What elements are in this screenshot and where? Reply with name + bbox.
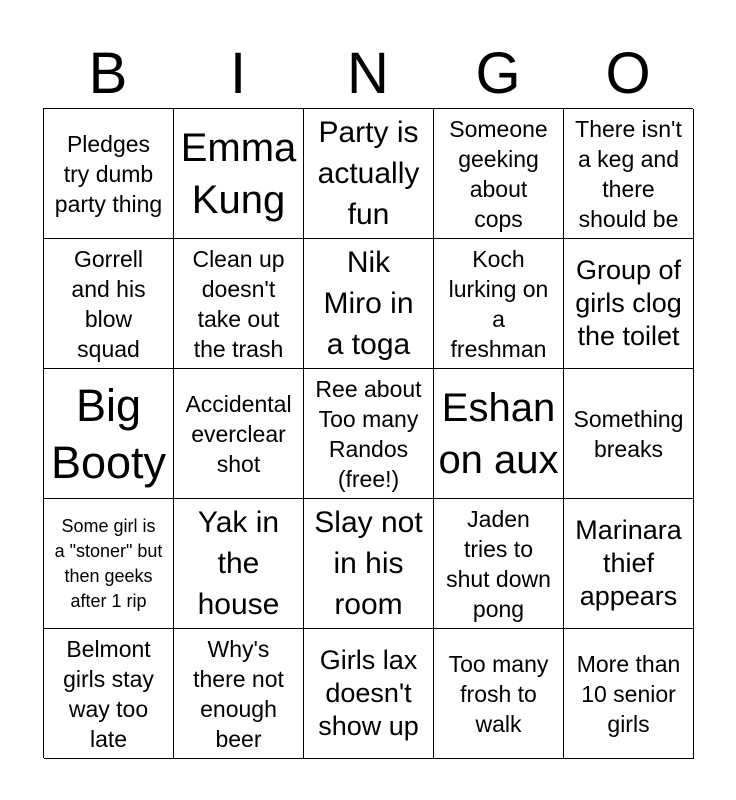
bingo-cell[interactable]	[304, 109, 434, 239]
cell-text: Too many frosh to walk	[448, 650, 549, 737]
cell-text: More than 10 senior girls	[576, 650, 681, 737]
cell-text: Belmont girls stay way too late	[63, 635, 154, 752]
header-letter-o: O	[605, 41, 651, 106]
bingo-cell[interactable]	[44, 629, 174, 759]
cell-text: There isn't a keg and there should be	[575, 115, 682, 232]
header-letter-g: G	[475, 41, 521, 106]
header-letter-i: I	[229, 41, 247, 106]
cell-text: Something breaks	[573, 405, 684, 462]
cell-text: Someone geeking about cops	[449, 115, 548, 232]
cell-text: Ree about Too many Randos (free!)	[315, 375, 422, 492]
bingo-header	[43, 40, 693, 108]
bingo-cell[interactable]	[44, 239, 174, 369]
bingo-cell[interactable]	[564, 629, 694, 759]
bingo-cell[interactable]	[304, 369, 434, 499]
cell-text: Big Booty	[50, 379, 167, 488]
bingo-cell[interactable]	[174, 239, 304, 369]
bingo-cell[interactable]	[304, 239, 434, 369]
header-letter-n: N	[347, 41, 389, 106]
bingo-cell[interactable]	[564, 369, 694, 499]
bingo-cell[interactable]	[174, 109, 304, 239]
bingo-cell[interactable]	[174, 499, 304, 629]
cell-text: Accidental everclear shot	[185, 390, 292, 477]
bingo-cell[interactable]	[434, 629, 564, 759]
cell-text: Pledges try dumb party thing	[54, 130, 163, 217]
cell-text: Gorrell and his blow squad	[71, 245, 146, 362]
cell-text: Marinara thief appears	[575, 515, 682, 611]
cell-text: Yak in the house	[197, 506, 280, 621]
cell-text: Party is actually fun	[317, 116, 420, 231]
bingo-cell[interactable]	[564, 499, 694, 629]
cell-text: Jaden tries to shut down pong	[446, 505, 551, 622]
cell-text: Slay not in his room	[314, 506, 423, 621]
bingo-cell[interactable]	[174, 369, 304, 499]
cell-text: Girls lax doesn't show up	[318, 645, 419, 741]
cell-text: Emma Kung	[180, 125, 297, 222]
bingo-cell[interactable]	[174, 629, 304, 759]
bingo-cell[interactable]	[44, 499, 174, 629]
bingo-cell[interactable]	[44, 109, 174, 239]
bingo-cell[interactable]	[434, 109, 564, 239]
bingo-cell[interactable]	[434, 369, 564, 499]
cell-text: Group of girls clog the toilet	[575, 255, 682, 351]
bingo-cell[interactable]	[434, 499, 564, 629]
bingo-cell[interactable]	[44, 369, 174, 499]
bingo-cell[interactable]	[304, 499, 434, 629]
bingo-cell[interactable]	[434, 239, 564, 369]
cell-text: Some girl is a "stoner" but then geeks after 1 rip	[54, 515, 163, 611]
cell-text: Eshan on aux	[438, 385, 559, 482]
cell-text: Koch lurking on a freshman	[448, 245, 549, 362]
cell-text: Nik Miro in a toga	[323, 246, 414, 361]
cell-text: Clean up doesn't take out the trash	[192, 245, 285, 362]
bingo-cell[interactable]	[564, 239, 694, 369]
bingo-cell[interactable]	[304, 629, 434, 759]
bingo-cell[interactable]	[564, 109, 694, 239]
header-letter-b: B	[88, 41, 128, 106]
bingo-board	[43, 108, 693, 758]
cell-text: Why's there not enough beer	[193, 635, 284, 752]
